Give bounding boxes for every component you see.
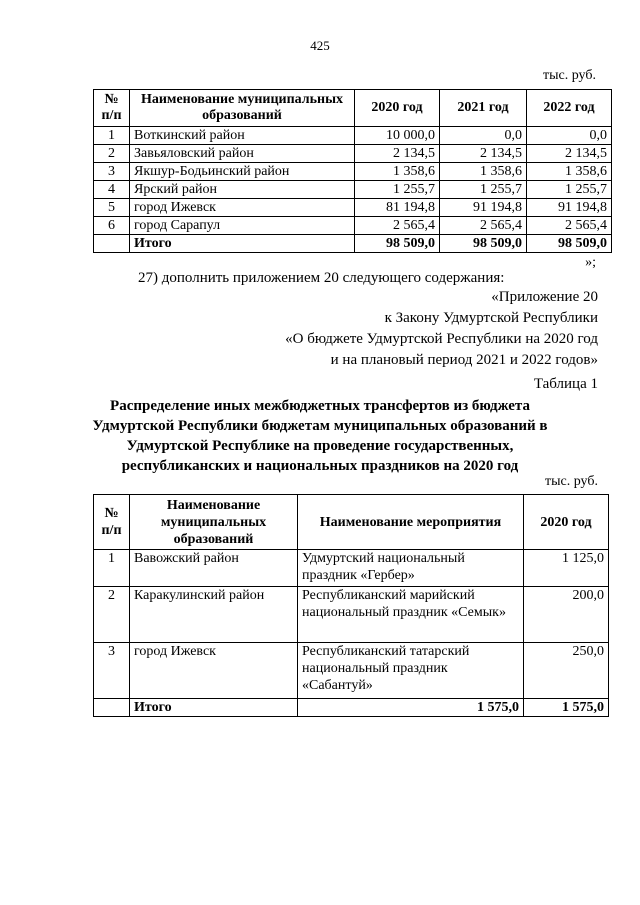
page-number: 425 xyxy=(310,38,330,53)
total-label: Итого xyxy=(130,235,355,253)
row-number: 3 xyxy=(94,163,130,181)
table-row xyxy=(94,643,609,699)
row-2021: 91 194,8 xyxy=(440,199,527,217)
total-2021: 98 509,0 xyxy=(440,235,527,253)
total-2020: 1 575,0 xyxy=(524,699,609,717)
table-row xyxy=(94,217,612,235)
row-number: 1 xyxy=(94,127,130,145)
row-2022: 91 194,8 xyxy=(527,199,612,217)
total-number-cell xyxy=(94,699,130,717)
table-total-row xyxy=(94,699,609,717)
row-municipality: Воткинский район xyxy=(130,127,355,145)
appendix-line: «О бюджете Удмуртской Республики на 2020 год xyxy=(285,331,598,347)
row-2022: 1 358,6 xyxy=(527,163,612,181)
table2-unit: тыс. руб. xyxy=(545,474,598,489)
table-header-row xyxy=(94,495,609,550)
total-2020: 98 509,0 xyxy=(355,235,440,253)
header-2020: 2020 год xyxy=(524,495,609,550)
row-event: Удмуртский национальный праздник «Гербер» xyxy=(298,550,524,587)
row-municipality: город Ижевск xyxy=(130,643,298,699)
row-municipality: Завьяловский район xyxy=(130,145,355,163)
appendix-line: «Приложение 20 xyxy=(491,289,598,305)
row-2020: 2 134,5 xyxy=(355,145,440,163)
row-2020: 10 000,0 xyxy=(355,127,440,145)
row-2021: 2 565,4 xyxy=(440,217,527,235)
row-2021: 2 134,5 xyxy=(440,145,527,163)
appendix-line: к Закону Удмуртской Республики xyxy=(384,310,598,326)
table-header-row xyxy=(94,90,612,127)
header-number: № п/п xyxy=(94,495,130,550)
row-event: Республиканский татарский национальный праздник «Сабантуй» xyxy=(298,643,524,699)
row-2020: 1 255,7 xyxy=(355,181,440,199)
row-2022: 2 134,5 xyxy=(527,145,612,163)
total-2022: 98 509,0 xyxy=(527,235,612,253)
heading-line: Распределение иных межбюджетных трансфертов из бюджета xyxy=(110,398,530,414)
appendix-line: и на плановый период 2021 и 2022 годов» xyxy=(330,352,598,368)
total-label: Итого xyxy=(130,699,298,717)
row-municipality: город Ижевск xyxy=(130,199,355,217)
row-event: Республиканский марийский национальный праздник «Семык» xyxy=(298,587,524,643)
row-2020: 250,0 xyxy=(524,643,609,699)
total-event-sum: 1 575,0 xyxy=(298,699,524,717)
row-number: 5 xyxy=(94,199,130,217)
row-municipality: Ярский район xyxy=(130,181,355,199)
table2-heading xyxy=(60,396,580,476)
row-2022: 0,0 xyxy=(527,127,612,145)
header-municipality: Наименование муниципальных образований xyxy=(130,495,298,550)
row-number: 6 xyxy=(94,217,130,235)
row-number: 3 xyxy=(94,643,130,699)
row-2021: 1 255,7 xyxy=(440,181,527,199)
table-row xyxy=(94,550,609,587)
table1-unit: тыс. руб. xyxy=(543,68,596,83)
row-municipality: Якшур-Бодьинский район xyxy=(130,163,355,181)
holiday-transfers-table xyxy=(93,494,609,717)
header-2021: 2021 год xyxy=(440,90,527,127)
header-2020: 2020 год xyxy=(355,90,440,127)
table-row xyxy=(94,145,612,163)
header-2022: 2022 год xyxy=(527,90,612,127)
row-number: 2 xyxy=(94,145,130,163)
heading-line: Удмуртской Республики бюджетам муниципальных образований в xyxy=(92,418,548,434)
total-number-cell xyxy=(94,235,130,253)
row-2020: 2 565,4 xyxy=(355,217,440,235)
table-label: Таблица 1 xyxy=(533,376,598,392)
row-municipality: город Сарапул xyxy=(130,217,355,235)
item-27-text: 27) дополнить приложением 20 следующего содержания: xyxy=(138,270,505,286)
table-row xyxy=(94,199,612,217)
table-total-row xyxy=(94,235,612,253)
row-number: 4 xyxy=(94,181,130,199)
row-2020: 81 194,8 xyxy=(355,199,440,217)
row-2021: 1 358,6 xyxy=(440,163,527,181)
row-2020: 200,0 xyxy=(524,587,609,643)
header-number: № п/п xyxy=(94,90,130,127)
table-row xyxy=(94,127,612,145)
header-municipality: Наименование муниципальных образований xyxy=(130,90,355,127)
row-2020: 1 358,6 xyxy=(355,163,440,181)
row-municipality: Вавожский район xyxy=(130,550,298,587)
budget-distribution-table xyxy=(93,89,612,253)
row-municipality: Каракулинский район xyxy=(130,587,298,643)
row-number: 2 xyxy=(94,587,130,643)
row-2021: 0,0 xyxy=(440,127,527,145)
table-row xyxy=(94,181,612,199)
row-2020: 1 125,0 xyxy=(524,550,609,587)
table-row xyxy=(94,587,609,643)
row-2022: 1 255,7 xyxy=(527,181,612,199)
row-number: 1 xyxy=(94,550,130,587)
closing-quote: »; xyxy=(585,255,596,270)
heading-line: республиканских и национальных праздников на 2020 год xyxy=(121,458,519,474)
table-row xyxy=(94,163,612,181)
header-event: Наименование мероприятия xyxy=(298,495,524,550)
heading-line: Удмуртской Республике на проведение государственных, xyxy=(126,438,514,454)
row-2022: 2 565,4 xyxy=(527,217,612,235)
